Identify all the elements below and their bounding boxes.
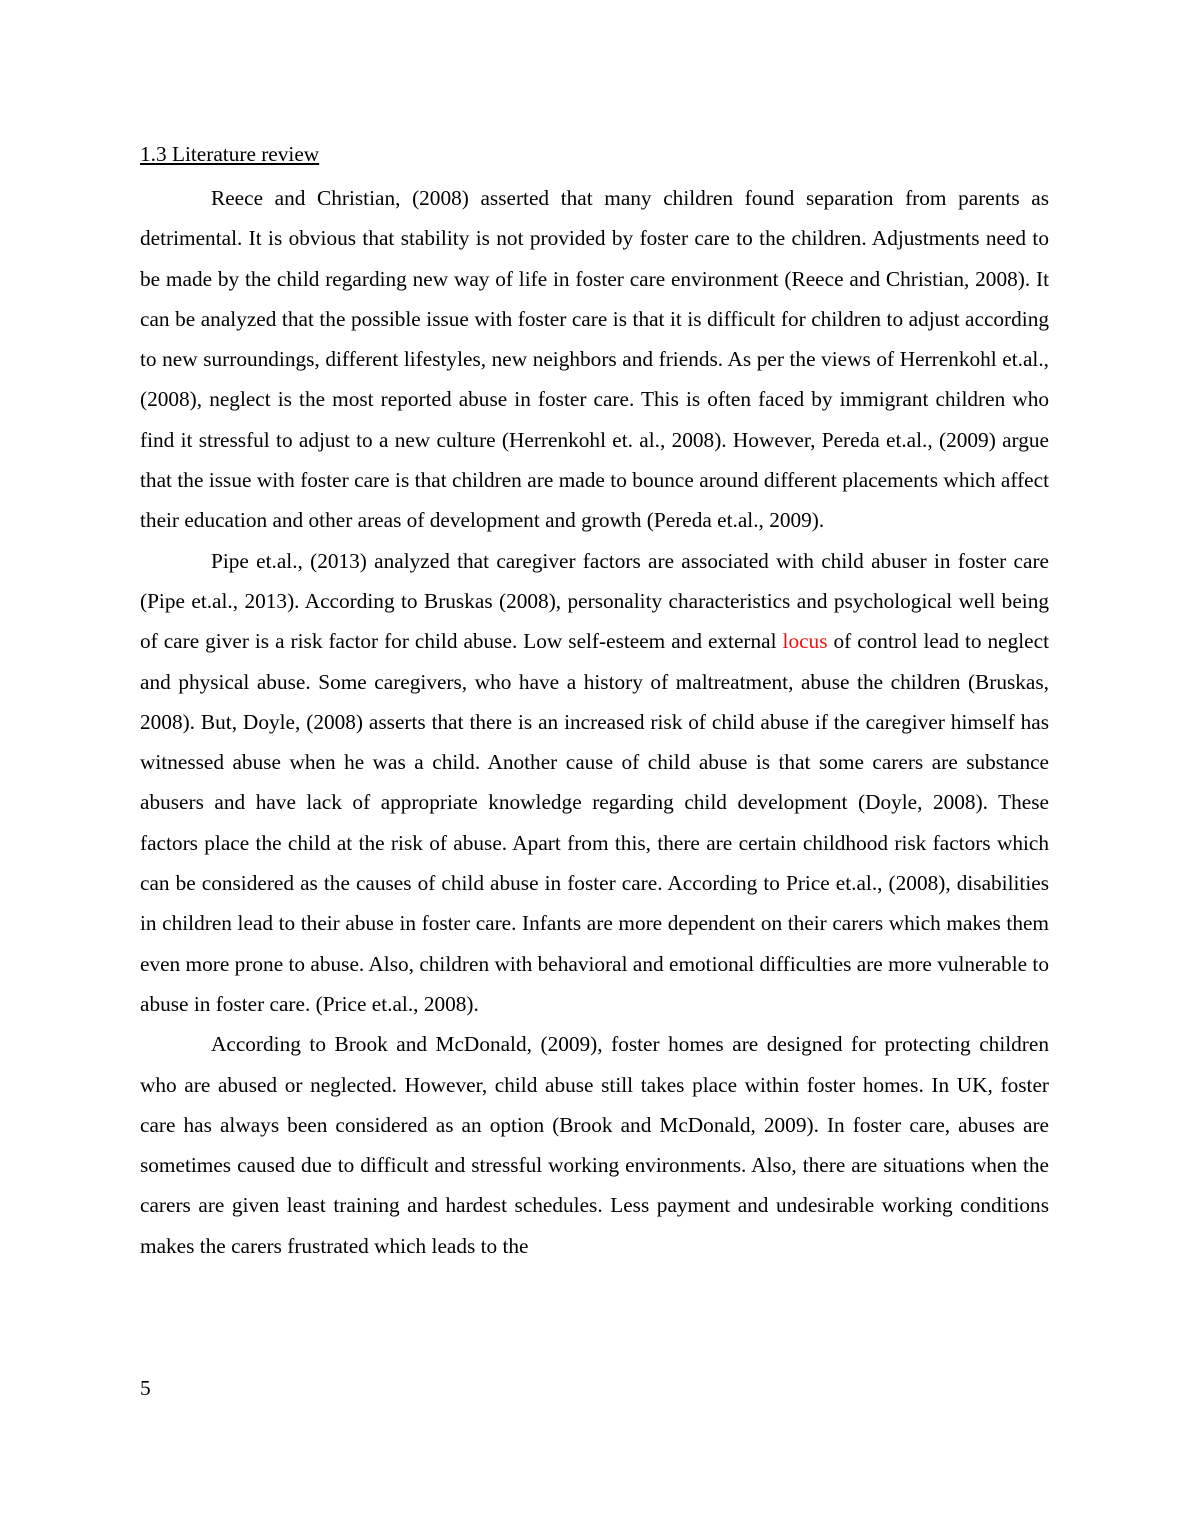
paragraph-1: Reece and Christian, (2008) asserted that many children found separation from parents as detrimental. It is obvious that stability is not provided by foster care to the children. Adjustments need to be made by the child regarding new way of life in foster care environment (Reece and Christian, 2008). It can be analyzed that the possible issue with foster care is that it is difficult for children to adjust according to new surroundings, different lifestyles, new neighbors and friends. As per the views of Herrenkohl et.al., (2008), neglect is the most reported abuse in foster care. This is often faced by immigrant children who find it stressful to adjust to a new culture (Herrenkohl et. al., 2008). However, Pereda et.al., (2009) argue that the issue with foster care is that children are made to bounce around different placements which affect their education and other areas of development and growth (Pereda et.al., 2009). — [140, 186, 1049, 533]
paragraph-3: According to Brook and McDonald, (2009), foster homes are designed for protecting children who are abused or neglected. However, child abuse still takes place within foster homes. In UK, foster care has always been considered as an option (Brook and McDonald, 2009). In foster care, abuses are sometimes caused due to difficult and stressful working environments. Also, there are situations when the carers are given least training and hardest schedules. Less payment and undesirable working conditions makes the carers frustrated which leads to the — [140, 1032, 1049, 1258]
paragraph-2-text-after: of control lead to neglect and physical abuse. Some caregivers, who have a history of maltreatment, abuse the children (Bruskas, 2008). But, Doyle, (2008) asserts that there is an increased risk of child abuse if the caregiver himself has witnessed abuse when he was a child. Another cause of child abuse is that some carers are substance abusers and have lack of appropriate knowledge regarding child development (Doyle, 2008). These factors place the child at the risk of abuse. Apart from this, there are certain childhood risk factors which can be considered as the causes of child abuse in foster care. According to Price et.al., (2008), disabilities in children lead to their abuse in foster care. Infants are more dependent on their carers which makes them even more prone to abuse. Also, children with behavioral and emotional difficulties are more vulnerable to abuse in foster care. (Price et.al., 2008). — [140, 629, 1049, 1016]
paragraph-2-text-before: Pipe et.al., (2013) analyzed that caregiver factors are associated with child abuser in foster care (Pipe et.al., 2013). According to Bruskas (2008), personality characteristics and psychological well being of care giver is a risk factor for child abuse. Low self-esteem and external — [140, 548, 1049, 654]
page-number: 5 — [140, 1376, 151, 1400]
page-content — [140, 138, 1049, 1266]
paragraph-2 — [140, 541, 1049, 1025]
flagged-word-locus: locus — [782, 629, 828, 654]
section-heading: 1.3 Literature review — [140, 142, 320, 166]
